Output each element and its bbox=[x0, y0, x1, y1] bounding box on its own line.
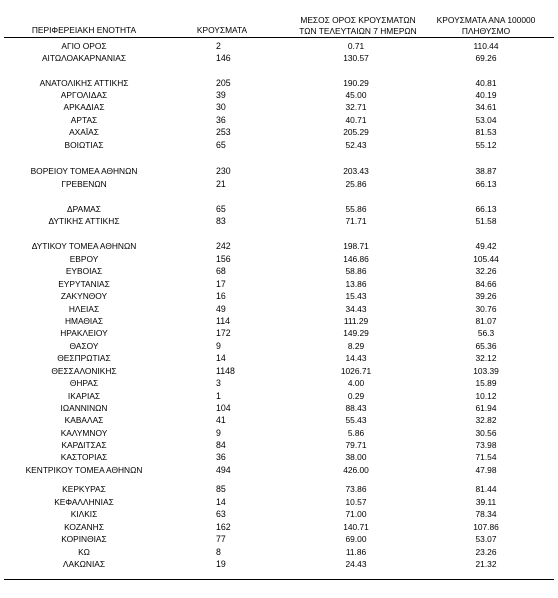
per100k-cell: 105.44 bbox=[473, 254, 499, 264]
avg7-cell: 55.86 bbox=[345, 204, 367, 214]
avg7-cell: 5.86 bbox=[347, 428, 365, 438]
region-name-cell: ΑΡΚΑΔΙΑΣ bbox=[63, 102, 105, 112]
per100k-cell: 30.76 bbox=[475, 304, 497, 314]
table-row bbox=[0, 327, 558, 339]
cases-cell: 156 bbox=[216, 254, 231, 264]
region-name-cell: ΙΚΑΡΙΑΣ bbox=[67, 391, 101, 401]
table-row bbox=[0, 521, 558, 533]
region-name-cell: ΑΡΤΑΣ bbox=[70, 115, 98, 125]
per100k-cell: 34.61 bbox=[475, 102, 497, 112]
per100k-cell: 23.26 bbox=[475, 547, 497, 557]
per100k-cell: 66.13 bbox=[475, 179, 497, 189]
cases-cell: 1148 bbox=[216, 366, 235, 376]
table-row bbox=[0, 315, 558, 327]
per100k-cell: 61.94 bbox=[475, 403, 497, 413]
avg7-cell: 10.57 bbox=[345, 497, 367, 507]
table-row bbox=[0, 546, 558, 558]
per100k-cell: 32.12 bbox=[475, 353, 497, 363]
cases-cell: 19 bbox=[216, 559, 226, 569]
avg7-cell: 13.86 bbox=[345, 279, 367, 289]
region-name-cell: ΗΜΑΘΙΑΣ bbox=[64, 316, 104, 326]
cases-cell: 36 bbox=[216, 115, 226, 125]
per100k-cell: 73.98 bbox=[475, 440, 497, 450]
table-row bbox=[0, 439, 558, 451]
avg7-cell: 69.00 bbox=[345, 534, 367, 544]
avg7-cell: 24.43 bbox=[345, 559, 367, 569]
table-row bbox=[0, 533, 558, 545]
cases-cell: 8 bbox=[216, 547, 221, 557]
region-name-cell: ΚΕΦΑΛΛΗΝΙΑΣ bbox=[54, 497, 114, 507]
avg7-cell: 34.43 bbox=[345, 304, 367, 314]
avg7-cell: 190.29 bbox=[343, 78, 369, 88]
avg7-cell: 73.86 bbox=[345, 484, 367, 494]
avg7-cell: 55.43 bbox=[345, 415, 367, 425]
cases-cell: 172 bbox=[216, 328, 231, 338]
region-name-cell: ΛΑΚΩΝΙΑΣ bbox=[62, 559, 106, 569]
per100k-cell: 66.13 bbox=[475, 204, 497, 214]
cases-cell: 65 bbox=[216, 140, 226, 150]
avg7-cell: 71.00 bbox=[345, 509, 367, 519]
cases-cell: 242 bbox=[216, 241, 231, 251]
header-region: ΠΕΡΙΦΕΡΕΙΑΚΗ ΕΝΟΤΗΤΑ bbox=[31, 25, 137, 35]
avg7-cell: 0.71 bbox=[347, 41, 365, 51]
header-rule bbox=[4, 37, 554, 38]
cases-cell: 85 bbox=[216, 484, 226, 494]
header-avg7: ΜΕΣΟΣ ΟΡΟΣ ΚΡΟΥΣΜΑΤΩΝ ΤΩΝ ΤΕΛΕΥΤΑΙΩΝ 7 ΗΜΕΡΩΝ bbox=[299, 15, 417, 36]
region-name-cell: ΔΥΤΙΚΗΣ ΑΤΤΙΚΗΣ bbox=[48, 216, 120, 226]
cases-cell: 30 bbox=[216, 102, 226, 112]
avg7-cell: 40.71 bbox=[345, 115, 367, 125]
region-name-cell: ΚΑΡΔΙΤΣΑΣ bbox=[61, 440, 107, 450]
table-row bbox=[0, 464, 558, 476]
table-row bbox=[0, 52, 558, 64]
cases-cell: 84 bbox=[216, 440, 226, 450]
table-row bbox=[0, 483, 558, 495]
per100k-cell: 53.07 bbox=[475, 534, 497, 544]
per100k-cell: 81.07 bbox=[475, 316, 497, 326]
avg7-cell: 88.43 bbox=[345, 403, 367, 413]
table-row bbox=[0, 390, 558, 402]
cases-cell: 494 bbox=[216, 465, 231, 475]
cases-cell: 65 bbox=[216, 204, 226, 214]
table-row bbox=[0, 114, 558, 126]
avg7-cell: 205.29 bbox=[343, 127, 369, 137]
region-name-cell: ΚΑΒΑΛΑΣ bbox=[64, 415, 104, 425]
per100k-cell: 15.89 bbox=[475, 378, 497, 388]
per100k-cell: 38.87 bbox=[475, 166, 497, 176]
region-name-cell: ΚΕΝΤΡΙΚΟΥ ΤΟΜΕΑ ΑΘΗΝΩΝ bbox=[25, 465, 143, 475]
table-row bbox=[0, 402, 558, 414]
region-name-cell: ΘΕΣΣΑΛΟΝΙΚΗΣ bbox=[51, 366, 117, 376]
per100k-cell: 84.66 bbox=[475, 279, 497, 289]
cases-cell: 146 bbox=[216, 53, 231, 63]
cases-cell: 83 bbox=[216, 216, 226, 226]
table-row bbox=[0, 340, 558, 352]
region-name-cell: ΒΟΡΕΙΟΥ ΤΟΜΕΑ ΑΘΗΝΩΝ bbox=[30, 166, 138, 176]
avg7-cell: 0.29 bbox=[347, 391, 365, 401]
avg7-cell: 11.86 bbox=[345, 547, 367, 557]
cases-cell: 16 bbox=[216, 291, 226, 301]
region-name-cell: ΚΕΡΚΥΡΑΣ bbox=[62, 484, 106, 494]
header-per100k: ΚΡΟΥΣΜΑΤΑ ΑΝΑ 100000 ΠΛΗΘΥΣΜΟ bbox=[436, 15, 536, 36]
cases-cell: 63 bbox=[216, 509, 226, 519]
cases-cell: 230 bbox=[216, 166, 231, 176]
table-row bbox=[0, 139, 558, 151]
region-name-cell: ΚΑΛΥΜΝΟΥ bbox=[60, 428, 108, 438]
per100k-cell: 55.12 bbox=[475, 140, 497, 150]
avg7-cell: 52.43 bbox=[345, 140, 367, 150]
per100k-cell: 69.26 bbox=[475, 53, 497, 63]
table-row bbox=[0, 77, 558, 89]
region-name-cell: ΒΟΙΩΤΙΑΣ bbox=[64, 140, 104, 150]
cases-cell: 14 bbox=[216, 497, 226, 507]
table-row bbox=[0, 253, 558, 265]
cases-cell: 68 bbox=[216, 266, 226, 276]
table-row bbox=[0, 240, 558, 252]
per100k-cell: 53.04 bbox=[475, 115, 497, 125]
cases-cell: 39 bbox=[216, 90, 226, 100]
region-name-cell: ΚΑΣΤΟΡΙΑΣ bbox=[60, 452, 108, 462]
cases-cell: 2 bbox=[216, 41, 221, 51]
avg7-cell: 45.00 bbox=[345, 90, 367, 100]
avg7-cell: 426.00 bbox=[343, 465, 369, 475]
per100k-cell: 39.11 bbox=[475, 497, 497, 507]
region-name-cell: ΕΥΒΟΙΑΣ bbox=[65, 266, 103, 276]
region-name-cell: ΑΙΤΩΛΟΑΚΑΡΝΑΝΙΑΣ bbox=[41, 53, 127, 63]
region-name-cell: ΘΑΣΟΥ bbox=[69, 341, 99, 351]
table-row bbox=[0, 165, 558, 177]
avg7-cell: 25.86 bbox=[345, 179, 367, 189]
per100k-cell: 10.12 bbox=[475, 391, 497, 401]
table-row bbox=[0, 265, 558, 277]
table-row bbox=[0, 278, 558, 290]
table-row bbox=[0, 352, 558, 364]
avg7-cell: 198.71 bbox=[343, 241, 369, 251]
cases-cell: 77 bbox=[216, 534, 226, 544]
per100k-cell: 21.32 bbox=[475, 559, 497, 569]
region-name-cell: ΚΟΡΙΝΘΙΑΣ bbox=[61, 534, 107, 544]
header-cases: ΚΡΟΥΣΜΑΤΑ bbox=[196, 25, 248, 35]
per100k-cell: 110.44 bbox=[473, 41, 499, 51]
cases-cell: 36 bbox=[216, 452, 226, 462]
table-row bbox=[0, 203, 558, 215]
avg7-cell: 1026.71 bbox=[340, 366, 372, 376]
table-row bbox=[0, 496, 558, 508]
per100k-cell: 32.26 bbox=[475, 266, 497, 276]
region-name-cell: ΑΝΑΤΟΛΙΚΗΣ ΑΤΤΙΚΗΣ bbox=[39, 78, 129, 88]
table-row bbox=[0, 303, 558, 315]
avg7-cell: 146.86 bbox=[343, 254, 369, 264]
region-name-cell: ΙΩΑΝΝΙΝΩΝ bbox=[60, 403, 108, 413]
per100k-cell: 32.82 bbox=[475, 415, 497, 425]
per100k-cell: 40.19 bbox=[475, 90, 497, 100]
avg7-cell: 111.29 bbox=[343, 316, 369, 326]
region-name-cell: ΘΕΣΠΡΩΤΙΑΣ bbox=[57, 353, 111, 363]
table-row bbox=[0, 558, 558, 570]
table-row bbox=[0, 290, 558, 302]
table-row bbox=[0, 178, 558, 190]
region-name-cell: ΚΩ bbox=[78, 547, 90, 557]
region-name-cell: ΓΡΕΒΕΝΩΝ bbox=[61, 179, 107, 189]
region-name-cell: ΑΓΙΟ ΟΡΟΣ bbox=[61, 41, 107, 51]
region-name-cell: ΔΡΑΜΑΣ bbox=[67, 204, 101, 214]
avg7-cell: 79.71 bbox=[345, 440, 367, 450]
avg7-cell: 203.43 bbox=[343, 166, 369, 176]
table-row bbox=[0, 101, 558, 113]
per100k-cell: 49.42 bbox=[475, 241, 497, 251]
table-row bbox=[0, 126, 558, 138]
avg7-cell: 130.57 bbox=[343, 53, 369, 63]
per100k-cell: 51.58 bbox=[475, 216, 497, 226]
per100k-cell: 81.44 bbox=[475, 484, 497, 494]
table-row bbox=[0, 215, 558, 227]
cases-cell: 41 bbox=[216, 415, 226, 425]
region-name-cell: ΔΥΤΙΚΟΥ ΤΟΜΕΑ ΑΘΗΝΩΝ bbox=[31, 241, 137, 251]
region-name-cell: ΑΡΓΟΛΙΔΑΣ bbox=[60, 90, 108, 100]
cases-cell: 9 bbox=[216, 428, 221, 438]
region-name-cell: ΚΙΛΚΙΣ bbox=[70, 509, 98, 519]
avg7-cell: 4.00 bbox=[347, 378, 365, 388]
per100k-cell: 78.34 bbox=[475, 509, 497, 519]
table-row bbox=[0, 451, 558, 463]
avg7-cell: 15.43 bbox=[345, 291, 367, 301]
avg7-cell: 58.86 bbox=[345, 266, 367, 276]
per100k-cell: 40.81 bbox=[475, 78, 497, 88]
region-name-cell: ΕΒΡΟΥ bbox=[69, 254, 99, 264]
avg7-cell: 32.71 bbox=[345, 102, 367, 112]
footer-rule bbox=[4, 579, 554, 580]
region-name-cell: ΘΗΡΑΣ bbox=[69, 378, 99, 388]
region-name-cell: ΗΡΑΚΛΕΙΟΥ bbox=[60, 328, 108, 338]
cases-cell: 17 bbox=[216, 279, 226, 289]
region-name-cell: ΗΛΕΙΑΣ bbox=[68, 304, 100, 314]
cases-cell: 3 bbox=[216, 378, 221, 388]
cases-cell: 49 bbox=[216, 304, 226, 314]
per100k-cell: 81.53 bbox=[475, 127, 497, 137]
per100k-cell: 107.86 bbox=[473, 522, 499, 532]
avg7-cell: 8.29 bbox=[347, 341, 365, 351]
per100k-cell: 56.3 bbox=[477, 328, 495, 338]
per100k-cell: 39.26 bbox=[475, 291, 497, 301]
per100k-cell: 71.54 bbox=[475, 452, 497, 462]
table-row bbox=[0, 414, 558, 426]
avg7-cell: 14.43 bbox=[345, 353, 367, 363]
region-name-cell: ΑΧΑΪΑΣ bbox=[69, 127, 99, 137]
avg7-cell: 38.00 bbox=[345, 452, 367, 462]
avg7-cell: 71.71 bbox=[345, 216, 367, 226]
table-row bbox=[0, 89, 558, 101]
region-name-cell: ΕΥΡΥΤΑΝΙΑΣ bbox=[58, 279, 110, 289]
avg7-cell: 140.71 bbox=[343, 522, 369, 532]
cases-cell: 9 bbox=[216, 341, 221, 351]
region-name-cell: ΚΟΖΑΝΗΣ bbox=[64, 522, 104, 532]
cases-cell: 21 bbox=[216, 179, 226, 189]
per100k-cell: 30.56 bbox=[475, 428, 497, 438]
table-row bbox=[0, 508, 558, 520]
per100k-cell: 103.39 bbox=[473, 366, 499, 376]
per100k-cell: 65.36 bbox=[475, 341, 497, 351]
cases-cell: 162 bbox=[216, 522, 231, 532]
region-name-cell: ΖΑΚΥΝΘΟΥ bbox=[60, 291, 108, 301]
table-row bbox=[0, 377, 558, 389]
cases-cell: 1 bbox=[216, 391, 221, 401]
cases-cell: 114 bbox=[216, 316, 231, 326]
cases-cell: 104 bbox=[216, 403, 231, 413]
table-row bbox=[0, 427, 558, 439]
table-row bbox=[0, 40, 558, 52]
avg7-cell: 149.29 bbox=[343, 328, 369, 338]
per100k-cell: 47.98 bbox=[475, 465, 497, 475]
cases-cell: 14 bbox=[216, 353, 226, 363]
cases-cell: 253 bbox=[216, 127, 231, 137]
cases-cell: 205 bbox=[216, 78, 231, 88]
table-row bbox=[0, 365, 558, 377]
